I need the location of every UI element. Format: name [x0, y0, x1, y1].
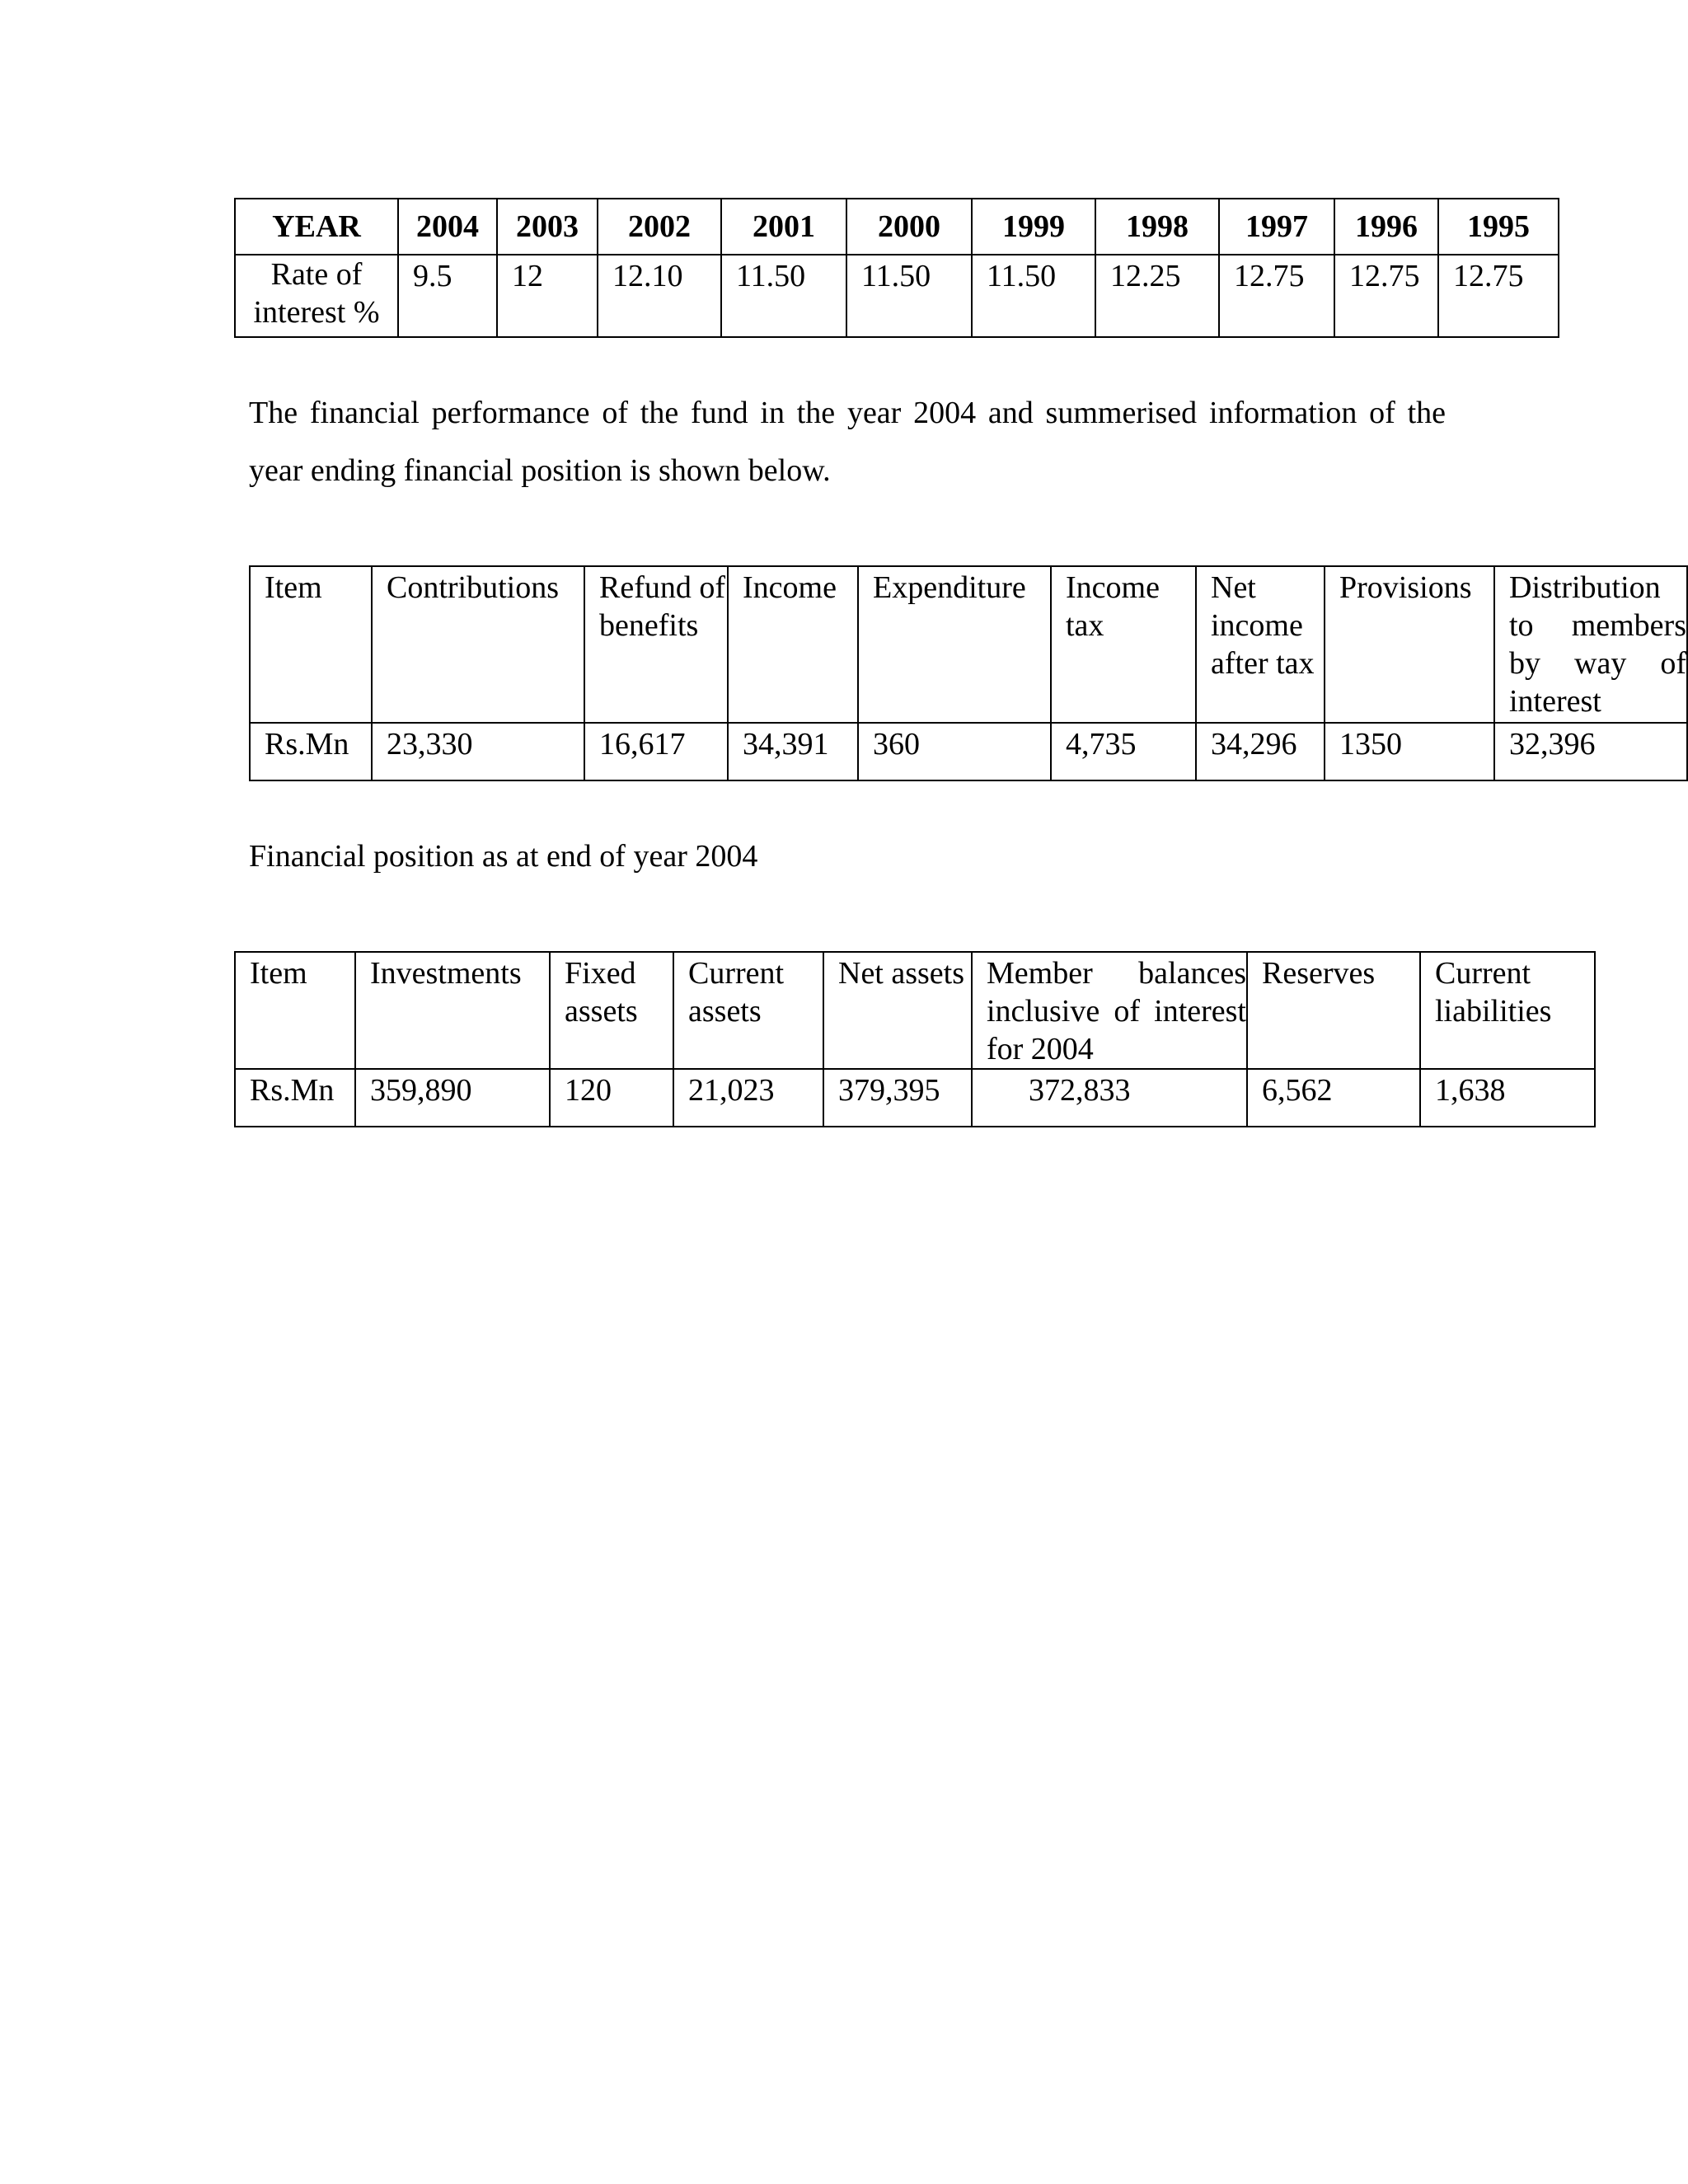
- rate-cell: 11.50: [721, 255, 846, 337]
- header-cell: Contributions: [372, 566, 584, 723]
- year-cell: 2003: [497, 199, 598, 255]
- year-cell: 2000: [846, 199, 972, 255]
- value-cell: 21,023: [673, 1069, 823, 1127]
- performance-header-row: [250, 566, 1687, 723]
- financial-performance-table: [249, 565, 1688, 781]
- value-cell: 360: [858, 723, 1051, 780]
- header-cell: Distribution to members by way of interest: [1494, 566, 1687, 723]
- value-cell: 1,638: [1420, 1069, 1595, 1127]
- header-cell: Item: [250, 566, 372, 723]
- rate-cell: 12.10: [598, 255, 721, 337]
- header-cell: Current assets: [673, 952, 823, 1069]
- value-cell: 1350: [1325, 723, 1494, 780]
- value-cell: 34,296: [1196, 723, 1325, 780]
- rate-cell: 12.75: [1219, 255, 1334, 337]
- rate-cell: 9.5: [398, 255, 497, 337]
- rate-cell: 11.50: [972, 255, 1095, 337]
- header-cell: Item: [235, 952, 355, 1069]
- year-cell: 1996: [1334, 199, 1438, 255]
- intro-paragraph: The financial performance of the fund in the year 2004 and summerised information of the year ending financial position is shown below.: [249, 396, 1446, 488]
- year-cell: 2002: [598, 199, 721, 255]
- header-cell: Income: [728, 566, 858, 723]
- value-cell: 359,890: [355, 1069, 550, 1127]
- year-cell: 2004: [398, 199, 497, 255]
- value-cell: 34,391: [728, 723, 858, 780]
- header-cell: Expenditure: [858, 566, 1051, 723]
- value-cell: 32,396: [1494, 723, 1687, 780]
- rate-cell: 11.50: [846, 255, 972, 337]
- value-cell: 6,562: [1247, 1069, 1420, 1127]
- position-value-row: [235, 1069, 1595, 1127]
- header-cell: Provisions: [1325, 566, 1494, 723]
- value-cell: 120: [550, 1069, 673, 1127]
- value-cell: Rs.Mn: [250, 723, 372, 780]
- year-cell: 2001: [721, 199, 846, 255]
- header-cell: Current liabilities: [1420, 952, 1595, 1069]
- year-label: YEAR: [235, 199, 398, 255]
- interest-rate-table: [234, 198, 1559, 338]
- position-header-row: [235, 952, 1595, 1069]
- header-cell: Refund of benefits: [584, 566, 728, 723]
- header-cell: Net assets: [823, 952, 972, 1069]
- rate-cell: 12: [497, 255, 598, 337]
- value-cell: 372,833: [972, 1069, 1247, 1127]
- rate-cell: 12.75: [1438, 255, 1559, 337]
- value-cell: Rs.Mn: [235, 1069, 355, 1127]
- header-cell: Net income after tax: [1196, 566, 1325, 723]
- financial-position-table: [234, 951, 1596, 1127]
- rate-cell: 12.25: [1095, 255, 1219, 337]
- year-header-row: [235, 199, 1559, 255]
- header-cell: Member balances inclusive of interest for 2004: [972, 952, 1247, 1069]
- rate-label: Rate of interest %: [235, 255, 398, 337]
- value-cell: 16,617: [584, 723, 728, 780]
- header-cell: Fixed assets: [550, 952, 673, 1069]
- value-cell: 4,735: [1051, 723, 1196, 780]
- position-heading: Financial position as at end of year 2004: [249, 839, 758, 874]
- header-cell: Income tax: [1051, 566, 1196, 723]
- rate-cell: 12.75: [1334, 255, 1438, 337]
- header-cell: Investments: [355, 952, 550, 1069]
- year-cell: 1995: [1438, 199, 1559, 255]
- year-cell: 1999: [972, 199, 1095, 255]
- year-cell: 1998: [1095, 199, 1219, 255]
- rate-row: [235, 255, 1559, 337]
- year-cell: 1997: [1219, 199, 1334, 255]
- value-cell: 23,330: [372, 723, 584, 780]
- header-cell: Reserves: [1247, 952, 1420, 1069]
- value-cell: 379,395: [823, 1069, 972, 1127]
- performance-value-row: [250, 723, 1687, 780]
